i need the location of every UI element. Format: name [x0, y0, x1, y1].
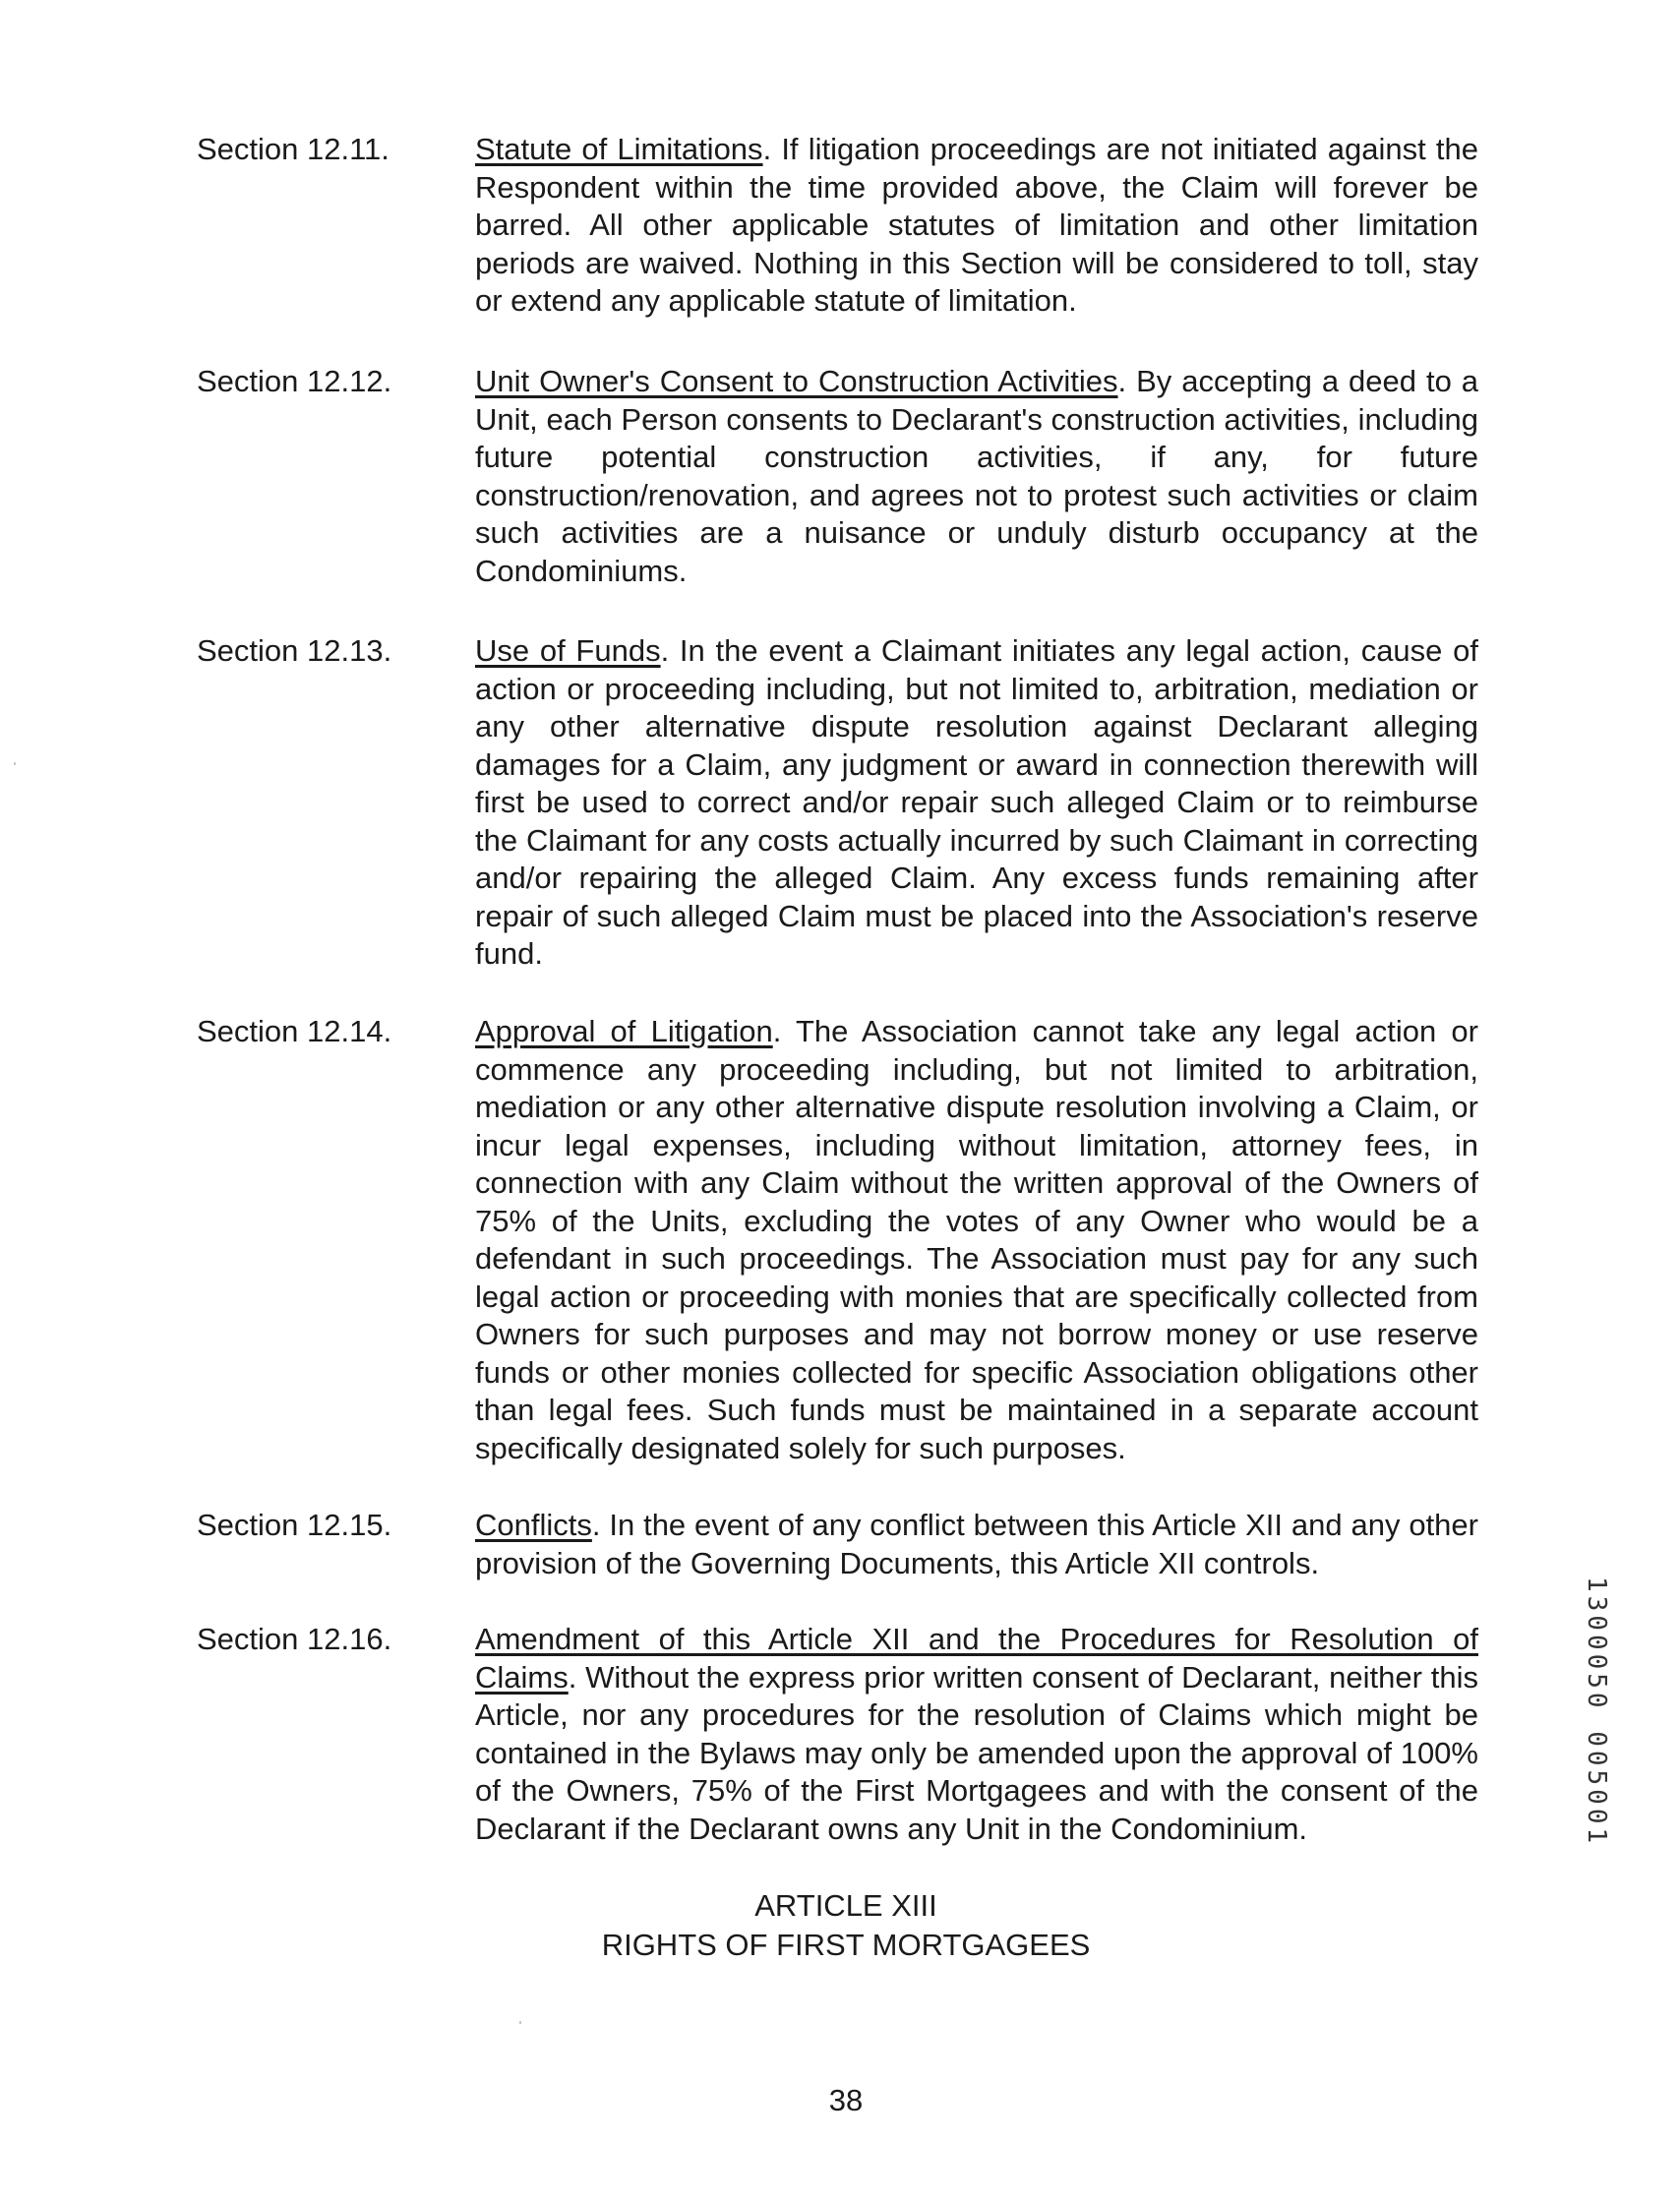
section-label: Section 12.14.: [197, 1014, 392, 1048]
section-text: . In the event of any conflict between this Article XII and any other provision of the Governing Documents, this Article XII controls.: [475, 1508, 1478, 1580]
page-number: 38: [828, 2083, 864, 2117]
section-body: [475, 363, 1478, 590]
scan-speck: [519, 2021, 521, 2024]
section-body: [475, 632, 1478, 974]
section-heading: Amendment of this Article XII and the Procedures for Resolution of Claims: [475, 1622, 1478, 1695]
document-stamp: 1300050 005001: [1582, 1576, 1611, 1848]
article-number: ARTICLE XIII: [754, 1888, 937, 1923]
scan-speck: [14, 762, 16, 765]
section-heading: Use of Funds: [475, 633, 661, 668]
section-heading: Approval of Litigation: [475, 1014, 773, 1048]
section-body: [475, 1507, 1478, 1582]
section-heading: Statute of Limitations: [475, 132, 763, 166]
section-text: . If litigation proceedings are not initiated against the Respondent within the time provided above, the Claim will forever be barred. All other applicable statutes of limitation and other limitation periods are waived. Nothing in this Section will be considered to toll, stay or extend any applicable statute of limitation.: [475, 132, 1478, 318]
section-label: Section 12.16.: [197, 1622, 392, 1656]
section-label: Section 12.15.: [197, 1508, 392, 1542]
section-text: . By accepting a deed to a Unit, each Person consents to Declarant's construction activities, including future potential construction activities, if any, for future construction/renovation, and agrees not to protest such activities or claim such activities are a nuisance or unduly disturb occupancy at the Condominiums.: [475, 364, 1479, 588]
section-body: [475, 1621, 1478, 1848]
section-heading: Unit Owner's Consent to Construction Activities: [475, 364, 1118, 398]
section-text: . The Association cannot take any legal action or commence any proceeding including, but not limited to arbitration, mediation or any other alternative dispute resolution involving a Claim, or incur legal expenses, including without limitation, attorney fees, in connection with any Claim without the written approval of the Owners of 75% of the Units, excluding the votes of any Owner who would be a defendant in such proceedings. The Association must pay for any such legal action or proceeding with monies that are specifically collected from Owners for such purposes and may not borrow money or use reserve funds or other monies collected for specific Association obligations other than legal fees. Such funds must be maintained in a separate account specifically designated solely for such purposes.: [475, 1014, 1479, 1465]
section-text: . Without the express prior written consent of Declarant, neither this Article, nor any procedures for the resolution of Claims which might be contained in the Bylaws may only be amended upon the approval of 100% of the Owners, 75% of the First Mortgagees and with the consent of the Declarant if the Declarant owns any Unit in the Condominium.: [475, 1659, 1478, 1846]
section-body: [475, 131, 1478, 321]
section-label: Section 12.12.: [197, 364, 392, 398]
section-label: Section 12.13.: [197, 633, 392, 668]
section-label: Section 12.11.: [197, 132, 390, 166]
section-heading: Conflicts: [475, 1508, 592, 1542]
section-body: [475, 1013, 1478, 1467]
article-heading: [472, 1886, 1220, 1965]
section-text: . In the event a Claimant initiates any legal action, cause of action or proceeding including, but not limited to, arbitration, mediation or any other alternative dispute resolution against Declarant alleging damages for a Claim, any judgment or award in connection therewith will first be used to correct and/or repair such alleged Claim or to reimburse the Claimant for any costs actually incurred by such Claimant in correcting and/or repairing the alleged Claim. Any excess funds remaining after repair of such alleged Claim must be placed into the Association's reserve fund.: [475, 633, 1478, 971]
article-title: RIGHTS OF FIRST MORTGAGEES: [601, 1928, 1091, 1962]
